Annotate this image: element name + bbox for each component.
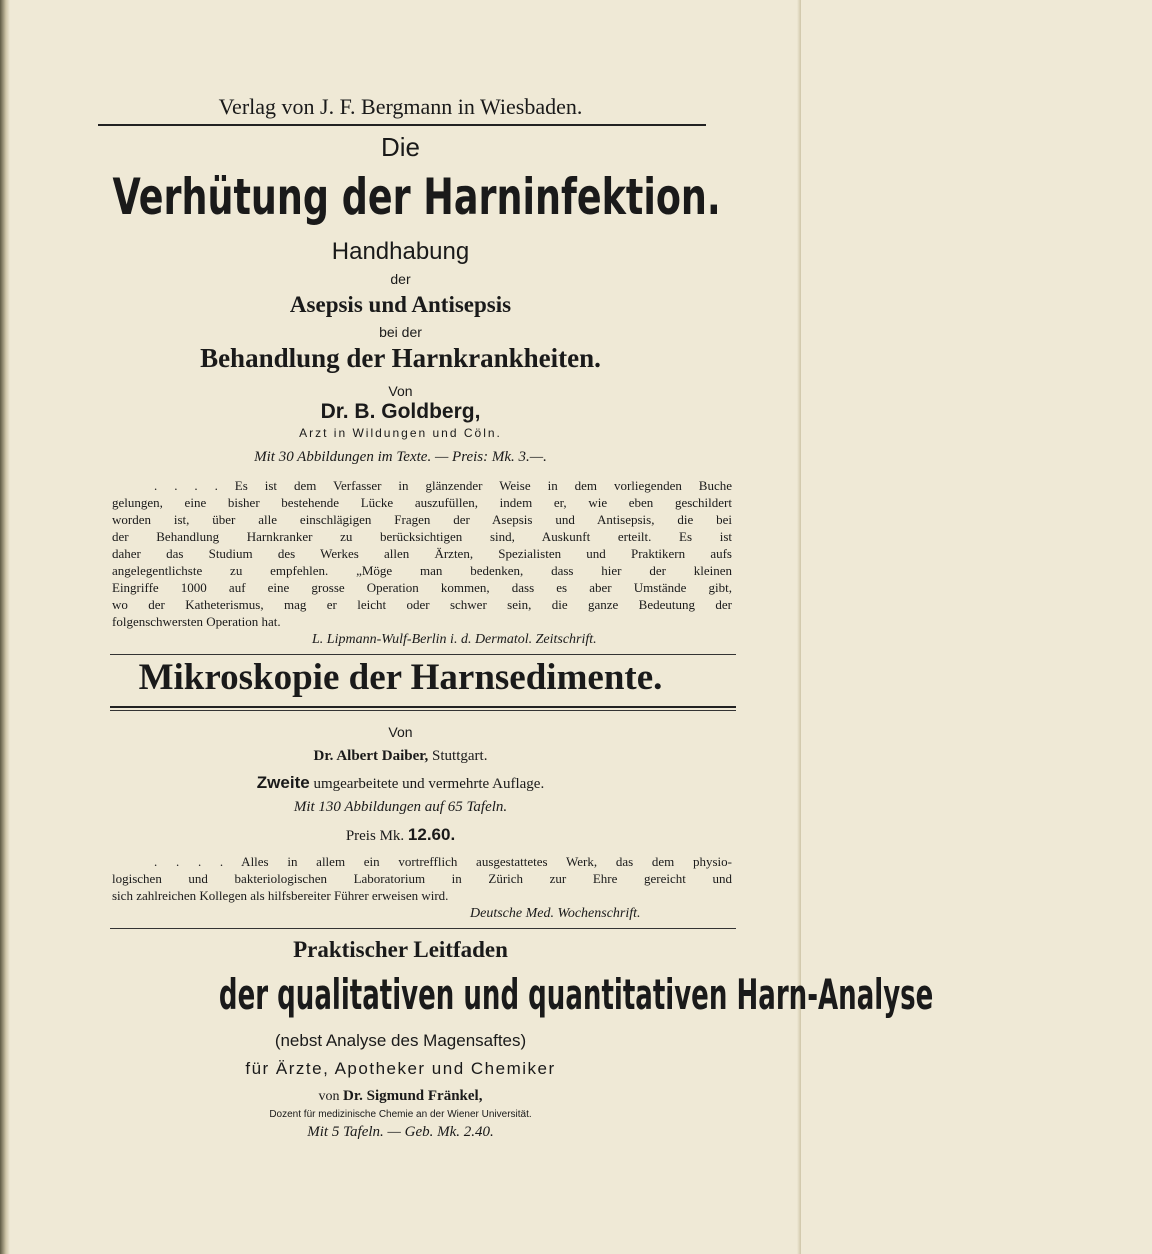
review-line: folgenschwersten Operation hat. (112, 614, 281, 629)
book1-author: Dr. B. Goldberg, (320, 400, 481, 423)
book2-edition-line (0, 773, 801, 793)
book2-edition-rest: umgearbeitete und vermehrte Auflage. (309, 776, 545, 792)
book2-price-value: 12.60. (407, 825, 456, 844)
book1-article: Die (380, 132, 420, 162)
book2-details: Mit 130 Abbildungen auf 65 Tafeln. (293, 799, 508, 815)
review-line: logischen und bakteriologischen Laboratorium in Zürich zur Ehre gereicht und (112, 871, 732, 886)
book1-connector2: bei der (379, 324, 422, 340)
header-rule (98, 124, 706, 126)
book2-edition-lead: Zweite (256, 773, 310, 792)
section-rule-1 (110, 654, 736, 655)
book2-title-rule (110, 706, 736, 711)
book3-audience: für Ärzte, Apotheker und Chemiker (245, 1059, 556, 1078)
book1-author-role: Arzt in Wildungen und Cöln. (299, 426, 502, 440)
book1-subtitle2: Asepsis und Antisepsis (289, 292, 512, 317)
book1-title: Verhütung der Harninfektion. (112, 168, 721, 226)
review-line: sich zahlreichen Kollegen als hilfsbereiter Führer erweisen wird. (112, 888, 449, 903)
book3-author-line (0, 1088, 801, 1105)
book1-review-source: L. Lipmann-Wulf-Berlin i. d. Dermatol. Zeitschrift. (312, 632, 597, 647)
book1-subtitle3: Behandlung der Harnkrankheiten. (200, 343, 601, 373)
book3-author: Dr. Sigmund Fränkel, (343, 1088, 483, 1104)
book2-author: Dr. Albert Daiber, (313, 748, 429, 764)
book1-details: Mit 30 Abbildungen im Texte. — Preis: Mk. 3.—. (254, 449, 547, 465)
book3-subtitle: (nebst Analyse des Magensaftes) (274, 1031, 527, 1050)
review-line: wo der Katheterismus, mag er leicht oder schwer sein, die ganze Bedeutung der (112, 597, 732, 612)
book2-by: Von (388, 724, 413, 740)
book1-title-wrap (0, 168, 801, 226)
review-line: . . . . Es ist dem Verfasser in glänzender Weise in dem vorliegenden Buche (154, 478, 732, 493)
review-line: daher das Studium des Werkes allen Ärzten, Spezialisten und Praktikern aufs (112, 546, 732, 561)
book2-price-line (0, 825, 801, 845)
review-line: Eingriffe 1000 auf eine grosse Operation kommen, dass es aber Umstände gibt, (112, 580, 732, 595)
book3-author-role: Dozent für medizinische Chemie an der Wiener Universität. (269, 1109, 532, 1120)
book2-author-place: Stuttgart. (428, 748, 488, 764)
review-line: . . . . Alles in allem ein vortrefflich ausgestattetes Werk, das dem physio- (154, 854, 732, 869)
book2-review (112, 853, 732, 904)
book2-review-source: Deutsche Med. Wochenschrift. (470, 906, 641, 921)
review-line: worden ist, über alle einschlägigen Fragen der Asepsis und Antisepsis, die bei (112, 512, 732, 527)
book3-title-line2-wrap (0, 970, 934, 1019)
book1-by: Von (388, 383, 413, 399)
book1-connector1: der (390, 271, 411, 287)
book2-price-label: Preis Mk. (345, 828, 408, 844)
review-line: angelegentlichste zu empfehlen. „Möge man bedenken, dass hier der kleinen (112, 563, 732, 578)
book3-title-line1: Praktischer Leitfaden (293, 937, 508, 962)
publisher-header: Verlag von J. F. Bergmann in Wiesbaden. (218, 94, 583, 119)
book2-title: Mikroskopie der Harnsedimente. (138, 657, 663, 698)
book1-subtitle1: Handhabung (331, 238, 470, 265)
review-line: der Behandlung Harnkranker zu berücksichtigen sind, Auskunft erteilt. Es ist (112, 529, 732, 544)
section-rule-2 (110, 928, 736, 929)
book1-review (112, 477, 732, 630)
book3-details: Mit 5 Tafeln. — Geb. Mk. 2.40. (307, 1124, 494, 1140)
book2-author-line (0, 748, 801, 765)
review-line: gelungen, eine bisher bestehende Lücke auszufüllen, indem er, wie eben geschildert (112, 495, 732, 510)
book3-title-line2: der qualitativen und quantitativen Harn-Analyse (218, 970, 934, 1019)
book3-author-prefix: von (318, 1089, 343, 1104)
